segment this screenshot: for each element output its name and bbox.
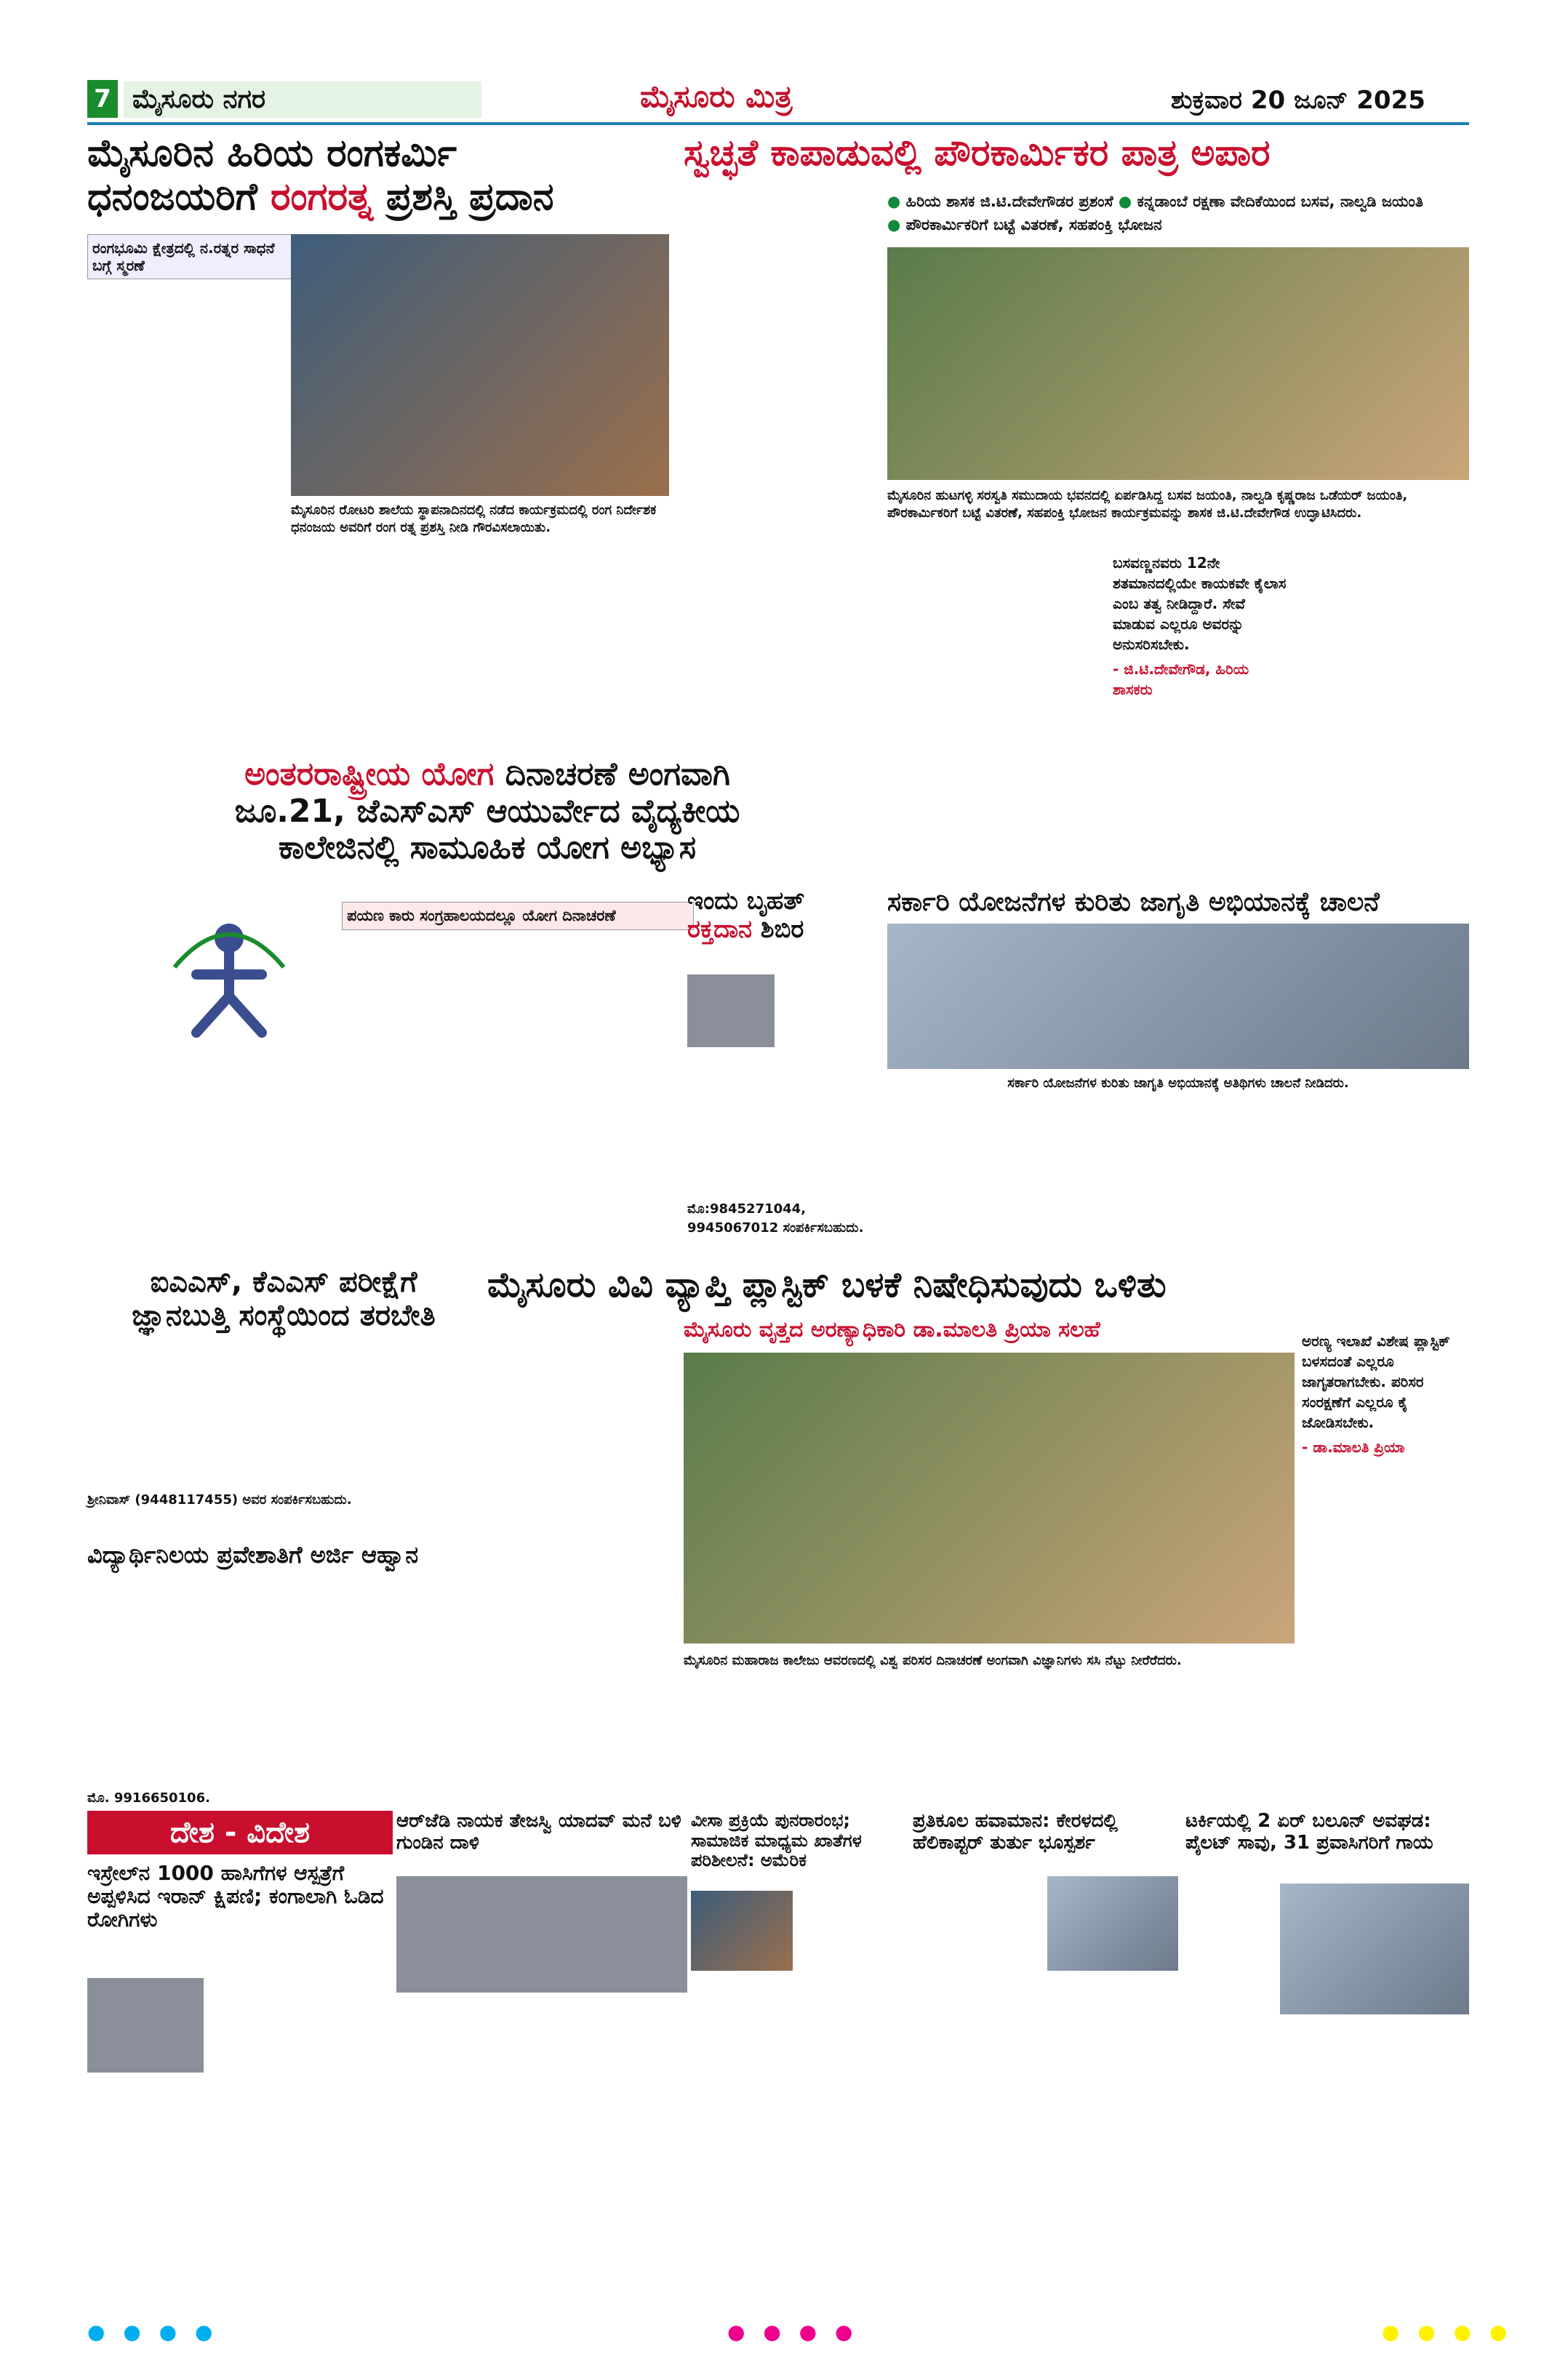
story3-subbox: ಪಯಣ ಕಾರು ಸಂಗ್ರಹಾಲಯದಲ್ಲೂ ಯೋಗ ದಿನಾಚರಣೆ <box>342 902 694 930</box>
world-s1-headline: ಇಸ್ರೇಲ್‌ನ 1000 ಹಾಸಿಗೆಗಳ ಆಸ್ಪತ್ರೆಗೆ ಅಪ್ಪಳಿಸಿದ ಇರಾನ್ ಕ್ಷಿಪಣಿ; ಕಂಗಾಲಾಗಿ ಓಡಿದ ರೋಗಿಗಳು <box>87 1861 384 1932</box>
section-title: ಮೈಸೂರು ನಗರ <box>124 81 481 118</box>
story8-quote: ಅರಣ್ಯ ಇಲಾಖೆ ವಿಶೇಷ ಪ್ಲಾಸ್ಟಿಕ್ ಬಳಸದಂತೆ ಎಲ್ಲರೂ ಜಾಗೃತರಾಗಬೇಕು. ಪರಿಸರ ಸಂರಕ್ಷಣೆಗೆ ಎಲ್ಲರೂ ಕೈ ಜೋಡಿಸಬೇಕು. - ಡಾ.ಮಾಲತಿ ಪ್ರಿಯಾ <box>1302 1332 1450 1456</box>
story5-caption: ಸರ್ಕಾರಿ ಯೋಜನೆಗಳ ಕುರಿತು ಜಾಗೃತಿ ಅಭಿಯಾನಕ್ಕೆ ಅತಿಥಿಗಳು ಚಾಲನೆ ನೀಡಿದರು. <box>1007 1076 1349 1091</box>
story2-caption: ಮೈಸೂರಿನ ಹುಟಗಳ್ಳಿ ಸರಸ್ವತಿ ಸಮುದಾಯ ಭವನದಲ್ಲಿ ಏರ್ಪಡಿಸಿದ್ದ ಬಸವ ಜಯಂತಿ, ನಾಲ್ವಡಿ ಕೃಷ್ಣರಾಜ ಒಡೆಯರ್ ಜಯಂತಿ, ಪೌರಕಾರ್ಮಿಕರಿಗೆ ಬಟ್ಟೆ ವಿತರಣೆ, ಸಹಪಂಕ್ತಿ ಭೋಜನ ಕಾರ್ಯಕ್ರಮವನ್ನು ಶಾಸಕ ಜಿ.ಟಿ.ದೇವೇಗೌಡ ಉದ್ಘಾಟಿಸಿದರು. <box>887 488 1408 521</box>
story8-caption: ಮೈಸೂರಿನ ಮಹಾರಾಜ ಕಾಲೇಜು ಆವರಣದಲ್ಲಿ ವಿಶ್ವ ಪರಿಸರ ದಿನಾಚರಣೆ ಅಂಗವಾಗಿ ವಿಜ್ಞಾನಿಗಳು ಸಸಿ ನೆಟ್ಟು ನೀರೆರೆದರು. <box>684 1653 1182 1668</box>
world-s3-headline: ವೀಸಾ ಪ್ರಕ್ರಿಯೆ ಪುನರಾರಂಭ; ಸಾಮಾಜಿಕ ಮಾಧ್ಯಮ ಖಾತೆಗಳ ಪರಿಶೀಲನೆ: ಅಮೆರಿಕ <box>691 1810 862 1871</box>
story5-photo <box>887 924 1469 1069</box>
world-s4-photo <box>1047 1876 1178 1971</box>
world-band: ದೇಶ - ವಿದೇಶ <box>87 1811 393 1854</box>
story6-contact: ಶ್ರೀನಿವಾಸ್ (9448117455) ಅವರ ಸಂಪರ್ಕಿಸಬಹುದು. <box>87 1492 352 1508</box>
story2-headline: ಸ್ವಚ್ಛತೆ ಕಾಪಾಡುವಲ್ಲಿ ಪೌರಕಾರ್ಮಿಕರ ಪಾತ್ರ ಅಪಾರ <box>684 132 1271 174</box>
world-s1-photo <box>87 1978 204 2073</box>
story7-headline: ವಿದ್ಯಾರ್ಥಿನಿಲಯ ಪ್ರವೇಶಾತಿಗೆ ಅರ್ಜಿ ಆಹ್ವಾನ <box>87 1541 419 1569</box>
story4-headline: ಇಂದು ಬೃಹತ್ ರಕ್ತದಾನ ಶಿಬಿರ <box>687 886 805 945</box>
page-number-badge: 7 <box>87 80 118 118</box>
masthead: ಮೈಸೂರು ಮಿತ್ರ <box>640 79 793 114</box>
story1-headline: ಮೈಸೂರಿನ ಹಿರಿಯ ರಂಗಕರ್ಮಿ ಧನಂಜಯರಿಗೆ ರಂಗರತ್ನ ಪ್ರಶಸ್ತಿ ಪ್ರದಾನ <box>87 132 554 219</box>
world-s3-photo <box>691 1891 793 1971</box>
world-s5-photo <box>1280 1883 1469 2014</box>
story1-photo <box>291 234 669 496</box>
header-rule <box>87 122 1469 125</box>
story4-contact: ಮೊ:9845271044, 9945067012 ಸಂಪರ್ಕಿಸಬಹುದು. <box>687 1201 864 1236</box>
story8-photo <box>684 1353 1295 1644</box>
footer-dots-right: ● ● ● ● <box>1382 2320 1513 2344</box>
world-s5-headline: ಟರ್ಕಿಯಲ್ಲಿ 2 ಏರ್ ಬಲೂನ್ ಅವಘಡ: ಪೈಲಟ್ ಸಾವು, 31 ಪ್ರವಾಸಿಗರಿಗೆ ಗಾಯ <box>1185 1810 1433 1854</box>
story2-photo <box>887 247 1469 480</box>
world-s4-headline: ಪ್ರತಿಕೂಲ ಹವಾಮಾನ: ಕೇರಳದಲ್ಲಿ ಹೆಲಿಕಾಪ್ಟರ್ ತುರ್ತು ಭೂಸ್ಪರ್ಶ <box>913 1810 1119 1854</box>
story8-headline: ಮೈಸೂರು ವಿವಿ ವ್ಯಾಪ್ತಿ ಪ್ಲಾಸ್ಟಿಕ್ ಬಳಕೆ ನಿಷೇಧಿಸುವುದು ಒಳಿತು <box>487 1265 1167 1305</box>
story5-headline: ಸರ್ಕಾರಿ ಯೋಜನೆಗಳ ಕುರಿತು ಜಾಗೃತಿ ಅಭಿಯಾನಕ್ಕೆ ಚಾಲನೆ <box>887 887 1380 917</box>
story1-kicker: ರಂಗಭೂಮಿ ಕ್ಷೇತ್ರದಲ್ಲಿ ನ.ರತ್ನರ ಸಾಧನೆ ಬಗ್ಗೆ ಸ್ಮರಣೆ <box>87 234 294 279</box>
story2-bullets: ● ಹಿರಿಯ ಶಾಸಕ ಜಿ.ಟಿ.ದೇವೇಗೌಡರ ಪ್ರಶಂಸೆ ● ಕನ್ನಡಾಂಬೆ ರಕ್ಷಣಾ ವೇದಿಕೆಯಿಂದ ಬಸವ, ನಾಲ್ವಡಿ ಜಯಂತಿ ● ಪೌರಕಾರ್ಮಿಕರಿಗೆ ಬಟ್ಟೆ ವಿತರಣೆ, ಸಹಪಂಕ್ತಿ ಭೋಜನ <box>887 193 1423 233</box>
story6-headline: ಐಎಎಸ್, ಕೆಎಎಸ್ ಪರೀಕ್ಷೆಗೆ ಜ್ಞಾನಬುತ್ತಿ ಸಂಸ್ಥೆಯಿಂದ ತರಬೇತಿ <box>132 1265 436 1332</box>
footer-dots-center: ● ● ● ● <box>727 2320 859 2344</box>
story7-contact: ಮೊ. 9916650106. <box>87 1790 210 1806</box>
footer-dots-left: ● ● ● ● <box>87 2320 219 2344</box>
story8-subhead: ಮೈಸೂರು ವೃತ್ತದ ಅರಣ್ಯಾಧಿಕಾರಿ ಡಾ.ಮಾಲತಿ ಪ್ರಿಯಾ ಸಲಹೆ <box>684 1317 1100 1342</box>
story4-photo <box>687 974 775 1047</box>
story2-quote: ಬಸವಣ್ಣನವರು 12ನೇ ಶತಮಾನದಲ್ಲಿಯೇ ಕಾಯಕವೇ ಕೈಲಾಸ ಎಂಬ ತತ್ವ ನೀಡಿದ್ದಾರೆ. ಸೇವೆ ಮಾಡುವ ಎಲ್ಲರೂ ಅವರನ್ನು ಅನುಸರಿಸಬೇಕು. - ಜಿ.ಟಿ.ದೇವೇಗೌಡ, ಹಿರಿಯ ಶಾಸಕರು <box>1113 554 1287 698</box>
issue-date: ಶುಕ್ರವಾರ 20 ಜೂನ್ 2025 <box>1171 86 1425 115</box>
story1-caption: ಮೈಸೂರಿನ ರೋಟರಿ ಶಾಲೆಯ ಸ್ಥಾಪನಾದಿನದಲ್ಲಿ ನಡೆದ ಕಾರ್ಯಕ್ರಮದಲ್ಲಿ ರಂಗ ನಿರ್ದೇಶಕ ಧನಂಜಯ ಅವರಿಗೆ ರಂಗ ರತ್ನ ಪ್ರಶಸ್ತಿ ನೀಡಿ ಗೌರವಿಸಲಾಯಿತು. <box>291 503 657 536</box>
world-s2-headline: ಆರ್‌ಜೆಡಿ ನಾಯಕ ತೇಜಸ್ವಿ ಯಾದವ್ ಮನೆ ಬಳಿ ಗುಂಡಿನ ದಾಳಿ <box>396 1810 681 1854</box>
story1-body <box>87 298 284 749</box>
story3-headline: ಅಂತರರಾಷ್ಟ್ರೀಯ ಯೋಗ ದಿನಾಚರಣೆ ಅಂಗವಾಗಿ ಜೂ.21, ಜೆಎಸ್‌ಎಸ್ ಆಯುರ್ವೇದ ವೈದ್ಯಕೀಯ ಕಾಲೇಜಿನಲ್ಲಿ ಸಾಮೂಹಿಕ ಯೋಗ ಅಭ್ಯಾಸ <box>234 756 740 867</box>
yoga-icon <box>160 909 298 1054</box>
world-s2-photo <box>396 1876 687 1993</box>
